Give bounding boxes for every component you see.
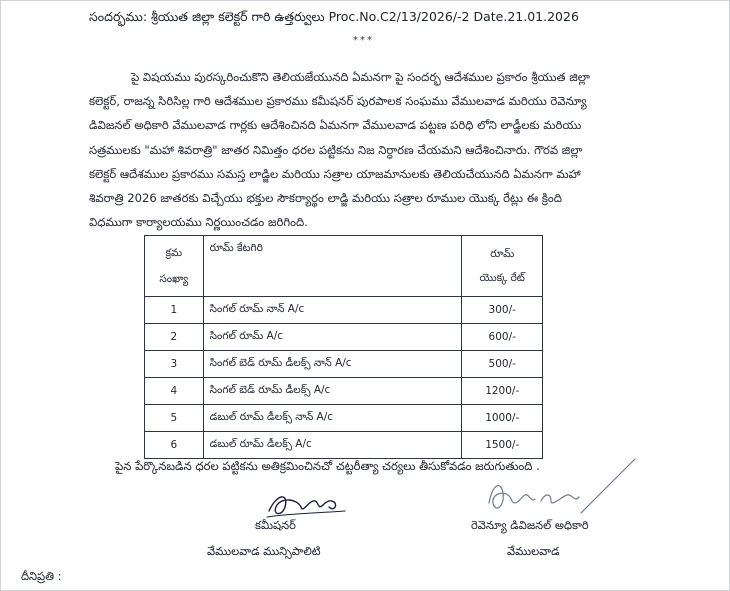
row-serial-number: 3 bbox=[145, 351, 204, 378]
row-room-rate: 1200/- bbox=[462, 378, 543, 405]
table-row bbox=[145, 378, 543, 405]
header-serial-number: క్రమ సంఖ్యా bbox=[145, 236, 204, 297]
paragraph-line: విధముగా కార్యాలయము నిర్ణయించడం జరిగింది. bbox=[89, 215, 308, 230]
table-header-row bbox=[145, 236, 543, 297]
revenue-officer-office: వేములవాడ bbox=[507, 544, 560, 558]
header-room-category: రూమ్ కేటగిరి bbox=[203, 236, 462, 297]
reference-line: సందర్భము: శ్రీయుత జిల్లా కలెక్టర్ గారి ఉత్తర్వులు Proc.No.C2/13/2026/-2 Date.21.01.2026 bbox=[89, 9, 579, 24]
row-serial-number: 4 bbox=[145, 378, 204, 405]
commissioner-designation: కమీషనర్ bbox=[255, 518, 296, 532]
row-room-rate: 1000/- bbox=[462, 405, 543, 432]
row-room-rate: 600/- bbox=[462, 324, 543, 351]
paragraph-line: కలెక్టర్ ఆదేశముల ప్రకారము సమస్త లాడ్జిల మరియు సత్రాల యాజమానులకు తెలియచేయునది ఏమనగా మహా bbox=[89, 166, 581, 181]
header-room-rate: రూమ్ యొక్క రేట్ bbox=[462, 236, 543, 297]
row-serial-number: 6 bbox=[145, 432, 204, 459]
row-room-rate: 1500/- bbox=[462, 432, 543, 459]
row-room-category: డబుల్ రూమ్ డీలక్స్ నాన్ A/c bbox=[203, 405, 462, 432]
row-room-category: డబుల్ రూమ్ డీలక్స్ A/c bbox=[203, 432, 462, 459]
revenue-officer-designation: రెవెన్యూ డివిజనల్ అధికారి bbox=[471, 518, 589, 532]
paragraph-line: కలెక్టర్, రాజన్న సిరిసిల్ల గారి ఆదేశముల ప్రకారము కమీషనర్ పురపాలక సంఘము వేములవాడ మరియు రెవెన్యూ bbox=[89, 94, 587, 109]
commissioner-office: వేములవాడ మున్సిపాలిటి bbox=[207, 544, 321, 558]
row-room-category: సింగల్ రూమ్ A/c bbox=[203, 324, 462, 351]
table-row bbox=[145, 324, 543, 351]
row-serial-number: 2 bbox=[145, 324, 204, 351]
paragraph-line: శివరాత్రి 2026 జాతరకు విచ్చేయు భక్తుల సౌకర్యార్థం లాడ్జి మరియు సత్రాల రూముల యొక్క రేట్లు ఈ క్రింది bbox=[89, 191, 562, 206]
table-row bbox=[145, 297, 543, 324]
paragraph-line: పై విషయము పురస్కరించుకొని తెలియజేయునది ఏమనగా పై సందర్భ ఆదేశముల ప్రకారం శ్రీయుత జిల్లా bbox=[131, 70, 590, 84]
paragraph-line: డివిజనల్ అధికారి వేములవాడ గార్లకు ఆదేశించినది ఏమనగా వేములవాడ పట్టణ పరిధి లోని లాడ్జీలకు మరియు bbox=[89, 118, 582, 133]
warning-note: పైన పేర్కొనబడిన ధరల పట్టికను అతిక్రమించినచో చట్టరీత్యా చర్యలు తీసుకోవడం జరుగుతుంది . bbox=[115, 459, 540, 473]
row-serial-number: 1 bbox=[145, 297, 204, 324]
row-room-rate: 300/- bbox=[462, 297, 543, 324]
table-row bbox=[145, 405, 543, 432]
row-room-category: సింగల్ బెడ్ రూమ్ డీలక్స్ A/c bbox=[203, 378, 462, 405]
row-room-rate: 500/- bbox=[462, 351, 543, 378]
paragraph-line: సత్రములకు "మహా శివరాత్రి" జాతర నిమిత్తం ధరల పట్టికను నిజ నిర్ధారణ చేయమని ఆదేశించినారు. గౌరవ జిల్లా bbox=[89, 142, 583, 157]
row-room-category: సింగల్ బెడ్ రూమ్ డీలక్స్ నాన్ A/c bbox=[203, 351, 462, 378]
row-serial-number: 5 bbox=[145, 405, 204, 432]
separator-stars: *** bbox=[353, 35, 374, 46]
body-paragraph bbox=[89, 65, 689, 234]
room-rates-table bbox=[144, 235, 543, 459]
copy-to-label: దీనిప్రతి : bbox=[21, 569, 62, 583]
row-room-category: సింగల్ రూమ్ నాన్ A/c bbox=[203, 297, 462, 324]
table-row bbox=[145, 351, 543, 378]
